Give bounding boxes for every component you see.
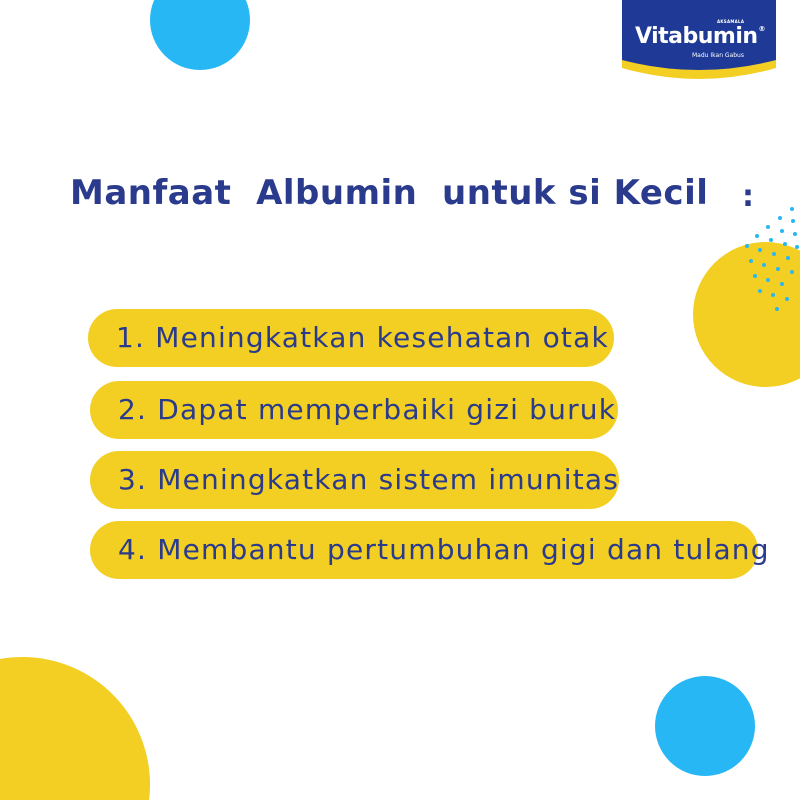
- benefit-item-text: 4. Membantu pertumbuhan gigi dan tulang: [118, 533, 770, 566]
- page-title: Manfaat Albumin untuk si Kecil: [70, 173, 709, 213]
- decorative-circle-bottom-right-blue: [655, 676, 755, 776]
- benefit-item-4: [90, 521, 770, 579]
- logo-top-text: AKSAMALA: [717, 19, 745, 24]
- benefit-item-text: 3. Meningkatkan sistem imunitas: [118, 463, 620, 496]
- benefit-item-1: [88, 309, 614, 367]
- brand-logo: [622, 0, 776, 84]
- benefit-item-2: [90, 381, 618, 439]
- benefit-item-text: 2. Dapat memperbaiki gizi buruk: [118, 393, 617, 426]
- page-title-colon: :: [742, 179, 754, 214]
- logo-name: Vitabumin: [634, 24, 758, 49]
- decorative-dot-pattern: [730, 205, 800, 315]
- logo-registered-mark: ®: [758, 25, 766, 33]
- logo-tagline: Madu Ikan Gabus: [692, 52, 744, 59]
- decorative-circle-bottom-left-yellow: [0, 657, 150, 800]
- benefit-item-3: [90, 451, 619, 509]
- benefit-item-text: 1. Meningkatkan kesehatan otak: [116, 321, 609, 354]
- decorative-circle-top-blue: [150, 0, 250, 70]
- logo-wordmark: [630, 26, 770, 48]
